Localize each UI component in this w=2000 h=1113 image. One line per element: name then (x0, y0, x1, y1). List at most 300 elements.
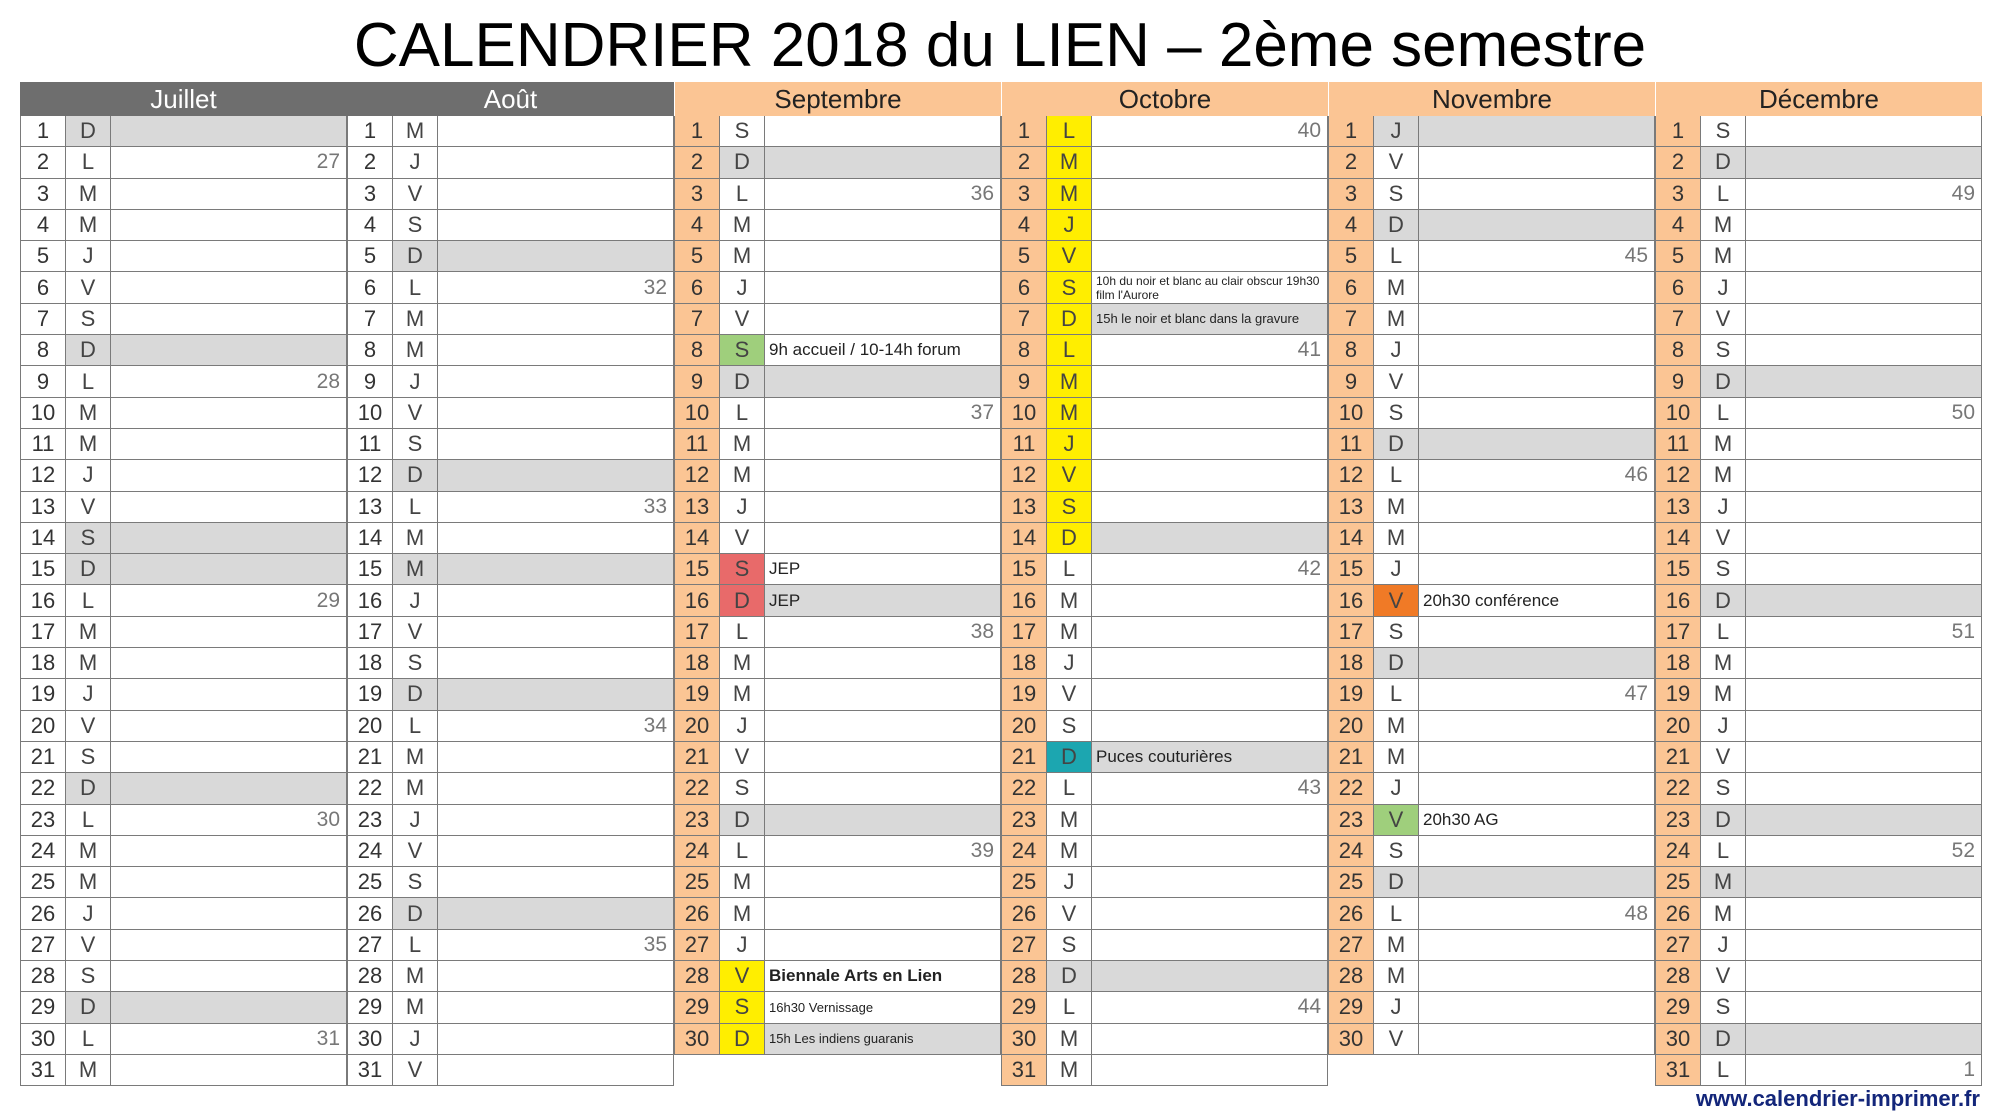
day-row[interactable] (1656, 867, 1981, 898)
day-row[interactable] (1656, 147, 1981, 178)
day-row[interactable] (1656, 429, 1981, 460)
day-note[interactable] (1419, 429, 1654, 459)
day-note[interactable] (765, 773, 1000, 803)
day-note[interactable] (438, 898, 673, 928)
day-row[interactable] (348, 1055, 673, 1086)
day-note[interactable] (765, 179, 1000, 209)
day-note[interactable] (1092, 648, 1327, 678)
day-row[interactable] (1329, 116, 1654, 147)
day-row[interactable] (675, 617, 1000, 648)
day-row[interactable] (21, 460, 346, 491)
day-row[interactable] (1329, 585, 1654, 616)
day-row[interactable] (675, 867, 1000, 898)
day-row[interactable] (1002, 460, 1327, 491)
day-note[interactable] (438, 272, 673, 302)
day-note[interactable] (111, 1055, 346, 1085)
day-note[interactable] (438, 116, 673, 146)
day-row[interactable] (21, 648, 346, 679)
day-row[interactable] (1329, 554, 1654, 585)
day-note[interactable] (765, 930, 1000, 960)
day-row[interactable] (21, 742, 346, 773)
day-note[interactable] (1419, 930, 1654, 960)
day-note[interactable] (1092, 335, 1327, 365)
day-row[interactable] (1656, 1024, 1981, 1055)
day-note[interactable] (1419, 335, 1654, 365)
day-row[interactable] (21, 116, 346, 147)
day-row[interactable] (1002, 554, 1327, 585)
day-row[interactable] (21, 711, 346, 742)
day-row[interactable] (675, 961, 1000, 992)
day-row[interactable] (1002, 867, 1327, 898)
day-row[interactable] (1002, 179, 1327, 210)
day-note[interactable] (1746, 398, 1981, 428)
day-note[interactable] (111, 961, 346, 991)
day-row[interactable] (675, 241, 1000, 272)
day-row[interactable] (348, 335, 673, 366)
day-row[interactable] (348, 898, 673, 929)
day-row[interactable] (348, 241, 673, 272)
day-row[interactable] (348, 210, 673, 241)
day-row[interactable] (1329, 898, 1654, 929)
day-row[interactable] (1329, 617, 1654, 648)
day-note[interactable] (1746, 460, 1981, 490)
day-row[interactable] (348, 836, 673, 867)
day-row[interactable] (1002, 648, 1327, 679)
day-note[interactable] (1092, 585, 1327, 615)
day-row[interactable] (1656, 272, 1981, 303)
day-row[interactable] (348, 867, 673, 898)
day-note[interactable] (1746, 836, 1981, 866)
day-row[interactable] (1329, 241, 1654, 272)
day-note[interactable] (111, 867, 346, 897)
day-row[interactable] (1329, 711, 1654, 742)
day-note[interactable] (438, 711, 673, 741)
day-note[interactable] (1419, 648, 1654, 678)
day-note[interactable] (1092, 742, 1327, 772)
day-note[interactable] (1092, 1024, 1327, 1054)
day-note[interactable] (1419, 961, 1654, 991)
day-row[interactable] (348, 554, 673, 585)
day-row[interactable] (1329, 523, 1654, 554)
day-note[interactable] (438, 961, 673, 991)
day-row[interactable] (1329, 773, 1654, 804)
day-row[interactable] (21, 179, 346, 210)
day-note[interactable] (765, 523, 1000, 553)
day-note[interactable] (438, 398, 673, 428)
day-note[interactable] (1419, 617, 1654, 647)
day-note[interactable] (438, 241, 673, 271)
day-row[interactable] (348, 147, 673, 178)
day-row[interactable] (1329, 961, 1654, 992)
day-note[interactable] (765, 366, 1000, 396)
day-note[interactable] (111, 930, 346, 960)
day-note[interactable] (765, 147, 1000, 177)
day-note[interactable] (1746, 1055, 1981, 1085)
day-note[interactable] (438, 335, 673, 365)
day-note[interactable] (111, 992, 346, 1022)
day-note[interactable] (765, 617, 1000, 647)
day-note[interactable] (1092, 398, 1327, 428)
day-note[interactable] (111, 742, 346, 772)
day-row[interactable] (1329, 648, 1654, 679)
day-row[interactable] (1656, 398, 1981, 429)
day-note[interactable] (1092, 366, 1327, 396)
day-note[interactable] (111, 335, 346, 365)
day-row[interactable] (1002, 335, 1327, 366)
day-row[interactable] (1656, 492, 1981, 523)
day-note[interactable] (765, 272, 1000, 302)
day-row[interactable] (21, 836, 346, 867)
day-row[interactable] (1329, 805, 1654, 836)
day-note[interactable] (1092, 523, 1327, 553)
day-row[interactable] (675, 210, 1000, 241)
day-note[interactable] (1746, 679, 1981, 709)
day-row[interactable] (1002, 492, 1327, 523)
day-row[interactable] (21, 679, 346, 710)
day-row[interactable] (675, 742, 1000, 773)
day-row[interactable] (675, 773, 1000, 804)
day-note[interactable] (438, 366, 673, 396)
day-row[interactable] (1329, 147, 1654, 178)
day-row[interactable] (1656, 116, 1981, 147)
day-row[interactable] (1329, 304, 1654, 335)
day-row[interactable] (21, 492, 346, 523)
day-note[interactable] (1746, 210, 1981, 240)
day-row[interactable] (675, 335, 1000, 366)
day-note[interactable] (1419, 179, 1654, 209)
day-row[interactable] (1656, 241, 1981, 272)
day-row[interactable] (675, 272, 1000, 303)
day-row[interactable] (675, 366, 1000, 397)
day-note[interactable] (1419, 805, 1654, 835)
day-row[interactable] (348, 429, 673, 460)
day-row[interactable] (1656, 805, 1981, 836)
day-note[interactable] (1092, 116, 1327, 146)
day-note[interactable] (1092, 992, 1327, 1022)
day-note[interactable] (1092, 179, 1327, 209)
day-row[interactable] (1002, 898, 1327, 929)
day-note[interactable] (1092, 805, 1327, 835)
day-note[interactable] (1746, 241, 1981, 271)
day-note[interactable] (765, 335, 1000, 365)
day-row[interactable] (348, 992, 673, 1023)
day-row[interactable] (21, 1055, 346, 1086)
day-note[interactable] (765, 210, 1000, 240)
day-row[interactable] (1656, 523, 1981, 554)
day-note[interactable] (765, 648, 1000, 678)
day-note[interactable] (1092, 617, 1327, 647)
day-note[interactable] (1746, 366, 1981, 396)
day-note[interactable] (1746, 898, 1981, 928)
day-note[interactable] (438, 648, 673, 678)
day-note[interactable] (438, 742, 673, 772)
day-note[interactable] (1746, 930, 1981, 960)
day-note[interactable] (1419, 554, 1654, 584)
day-row[interactable] (1656, 679, 1981, 710)
day-row[interactable] (348, 679, 673, 710)
day-row[interactable] (675, 523, 1000, 554)
day-note[interactable] (438, 867, 673, 897)
day-note[interactable] (438, 1024, 673, 1054)
day-row[interactable] (348, 366, 673, 397)
day-note[interactable] (1092, 429, 1327, 459)
day-row[interactable] (1329, 398, 1654, 429)
day-note[interactable] (111, 1024, 346, 1054)
day-note[interactable] (438, 492, 673, 522)
day-row[interactable] (1656, 617, 1981, 648)
day-row[interactable] (1002, 585, 1327, 616)
day-row[interactable] (21, 366, 346, 397)
day-note[interactable] (111, 898, 346, 928)
day-note[interactable] (765, 116, 1000, 146)
day-note[interactable] (438, 523, 673, 553)
day-row[interactable] (1656, 460, 1981, 491)
day-note[interactable] (438, 992, 673, 1022)
day-note[interactable] (111, 492, 346, 522)
day-row[interactable] (21, 585, 346, 616)
day-note[interactable] (1092, 898, 1327, 928)
day-note[interactable] (1419, 272, 1654, 302)
day-note[interactable] (111, 366, 346, 396)
day-note[interactable] (111, 617, 346, 647)
day-note[interactable] (1092, 460, 1327, 490)
day-note[interactable] (1419, 210, 1654, 240)
day-row[interactable] (1656, 366, 1981, 397)
day-row[interactable] (675, 398, 1000, 429)
day-note[interactable] (111, 679, 346, 709)
day-note[interactable] (1419, 711, 1654, 741)
day-row[interactable] (1002, 304, 1327, 335)
day-row[interactable] (348, 460, 673, 491)
day-note[interactable] (1746, 492, 1981, 522)
day-note[interactable] (765, 492, 1000, 522)
day-row[interactable] (348, 961, 673, 992)
day-row[interactable] (1329, 366, 1654, 397)
day-row[interactable] (675, 679, 1000, 710)
day-row[interactable] (21, 773, 346, 804)
day-row[interactable] (21, 272, 346, 303)
day-row[interactable] (348, 648, 673, 679)
day-row[interactable] (21, 898, 346, 929)
day-note[interactable] (1419, 241, 1654, 271)
day-note[interactable] (111, 304, 346, 334)
day-note[interactable] (1419, 679, 1654, 709)
day-row[interactable] (1656, 898, 1981, 929)
day-note[interactable] (111, 554, 346, 584)
day-row[interactable] (348, 304, 673, 335)
day-row[interactable] (348, 930, 673, 961)
day-note[interactable] (1746, 773, 1981, 803)
day-row[interactable] (675, 711, 1000, 742)
day-note[interactable] (111, 210, 346, 240)
day-row[interactable] (1329, 867, 1654, 898)
day-note[interactable] (1092, 679, 1327, 709)
day-row[interactable] (1656, 930, 1981, 961)
day-row[interactable] (348, 1024, 673, 1055)
day-row[interactable] (348, 116, 673, 147)
day-note[interactable] (111, 836, 346, 866)
day-note[interactable] (765, 742, 1000, 772)
day-row[interactable] (21, 554, 346, 585)
day-row[interactable] (675, 147, 1000, 178)
day-row[interactable] (348, 805, 673, 836)
day-row[interactable] (1002, 773, 1327, 804)
day-row[interactable] (1329, 930, 1654, 961)
day-note[interactable] (438, 617, 673, 647)
day-note[interactable] (765, 836, 1000, 866)
day-note[interactable] (111, 648, 346, 678)
day-note[interactable] (765, 398, 1000, 428)
day-row[interactable] (1329, 1024, 1654, 1055)
day-note[interactable] (765, 992, 1000, 1022)
day-row[interactable] (1329, 836, 1654, 867)
day-note[interactable] (438, 304, 673, 334)
day-note[interactable] (1746, 867, 1981, 897)
day-row[interactable] (675, 992, 1000, 1023)
day-row[interactable] (1002, 272, 1327, 303)
day-note[interactable] (1092, 210, 1327, 240)
day-row[interactable] (1002, 366, 1327, 397)
day-note[interactable] (1092, 930, 1327, 960)
day-note[interactable] (1419, 366, 1654, 396)
day-row[interactable] (348, 711, 673, 742)
day-row[interactable] (1656, 836, 1981, 867)
day-note[interactable] (111, 398, 346, 428)
day-row[interactable] (1002, 617, 1327, 648)
day-row[interactable] (1656, 648, 1981, 679)
day-row[interactable] (675, 805, 1000, 836)
day-note[interactable] (765, 460, 1000, 490)
day-note[interactable] (1419, 460, 1654, 490)
day-row[interactable] (21, 147, 346, 178)
day-row[interactable] (1002, 961, 1327, 992)
day-note[interactable] (1746, 554, 1981, 584)
day-row[interactable] (675, 179, 1000, 210)
day-note[interactable] (1746, 992, 1981, 1022)
day-note[interactable] (1746, 272, 1981, 302)
day-note[interactable] (1092, 773, 1327, 803)
day-row[interactable] (21, 930, 346, 961)
day-row[interactable] (675, 554, 1000, 585)
day-note[interactable] (1092, 711, 1327, 741)
day-row[interactable] (675, 304, 1000, 335)
day-row[interactable] (21, 961, 346, 992)
day-row[interactable] (1002, 523, 1327, 554)
day-row[interactable] (1329, 460, 1654, 491)
day-note[interactable] (1746, 1024, 1981, 1054)
day-note[interactable] (438, 930, 673, 960)
day-note[interactable] (1419, 585, 1654, 615)
day-row[interactable] (1329, 179, 1654, 210)
day-row[interactable] (1329, 335, 1654, 366)
day-note[interactable] (111, 429, 346, 459)
day-note[interactable] (1746, 116, 1981, 146)
day-note[interactable] (1746, 617, 1981, 647)
day-note[interactable] (111, 523, 346, 553)
day-note[interactable] (1092, 272, 1327, 302)
day-row[interactable] (1656, 711, 1981, 742)
day-note[interactable] (438, 460, 673, 490)
day-row[interactable] (1329, 429, 1654, 460)
day-row[interactable] (21, 992, 346, 1023)
day-note[interactable] (765, 1024, 1000, 1054)
day-note[interactable] (438, 210, 673, 240)
day-note[interactable] (765, 898, 1000, 928)
day-note[interactable] (1419, 523, 1654, 553)
day-note[interactable] (1746, 805, 1981, 835)
day-row[interactable] (1002, 1024, 1327, 1055)
day-note[interactable] (1092, 1055, 1327, 1085)
day-note[interactable] (111, 179, 346, 209)
day-row[interactable] (1656, 554, 1981, 585)
day-row[interactable] (1656, 304, 1981, 335)
day-note[interactable] (438, 1055, 673, 1085)
day-row[interactable] (1329, 272, 1654, 303)
day-note[interactable] (1746, 961, 1981, 991)
day-note[interactable] (765, 679, 1000, 709)
day-row[interactable] (675, 648, 1000, 679)
day-row[interactable] (1002, 805, 1327, 836)
day-row[interactable] (21, 867, 346, 898)
day-row[interactable] (1002, 742, 1327, 773)
day-note[interactable] (1419, 898, 1654, 928)
day-note[interactable] (438, 147, 673, 177)
day-note[interactable] (1092, 554, 1327, 584)
day-row[interactable] (1656, 210, 1981, 241)
day-row[interactable] (21, 335, 346, 366)
day-note[interactable] (1419, 773, 1654, 803)
day-note[interactable] (1746, 742, 1981, 772)
day-row[interactable] (348, 179, 673, 210)
day-note[interactable] (1746, 335, 1981, 365)
day-row[interactable] (1002, 679, 1327, 710)
day-note[interactable] (1419, 116, 1654, 146)
day-note[interactable] (438, 554, 673, 584)
day-row[interactable] (348, 617, 673, 648)
day-row[interactable] (1329, 992, 1654, 1023)
day-row[interactable] (1329, 679, 1654, 710)
day-note[interactable] (1746, 147, 1981, 177)
day-row[interactable] (1329, 742, 1654, 773)
day-row[interactable] (1002, 429, 1327, 460)
day-row[interactable] (21, 429, 346, 460)
day-row[interactable] (1656, 992, 1981, 1023)
day-row[interactable] (1002, 398, 1327, 429)
day-note[interactable] (1746, 523, 1981, 553)
day-row[interactable] (1656, 179, 1981, 210)
day-note[interactable] (111, 116, 346, 146)
day-row[interactable] (1002, 836, 1327, 867)
day-row[interactable] (21, 523, 346, 554)
day-note[interactable] (438, 429, 673, 459)
day-note[interactable] (1092, 836, 1327, 866)
day-row[interactable] (21, 398, 346, 429)
day-note[interactable] (1419, 992, 1654, 1022)
day-note[interactable] (111, 805, 346, 835)
day-note[interactable] (765, 711, 1000, 741)
day-note[interactable] (1419, 867, 1654, 897)
day-note[interactable] (111, 460, 346, 490)
day-note[interactable] (111, 272, 346, 302)
day-row[interactable] (21, 304, 346, 335)
day-row[interactable] (348, 523, 673, 554)
day-note[interactable] (765, 304, 1000, 334)
day-note[interactable] (1419, 492, 1654, 522)
day-row[interactable] (1656, 961, 1981, 992)
day-note[interactable] (1419, 147, 1654, 177)
day-row[interactable] (675, 585, 1000, 616)
day-row[interactable] (675, 429, 1000, 460)
